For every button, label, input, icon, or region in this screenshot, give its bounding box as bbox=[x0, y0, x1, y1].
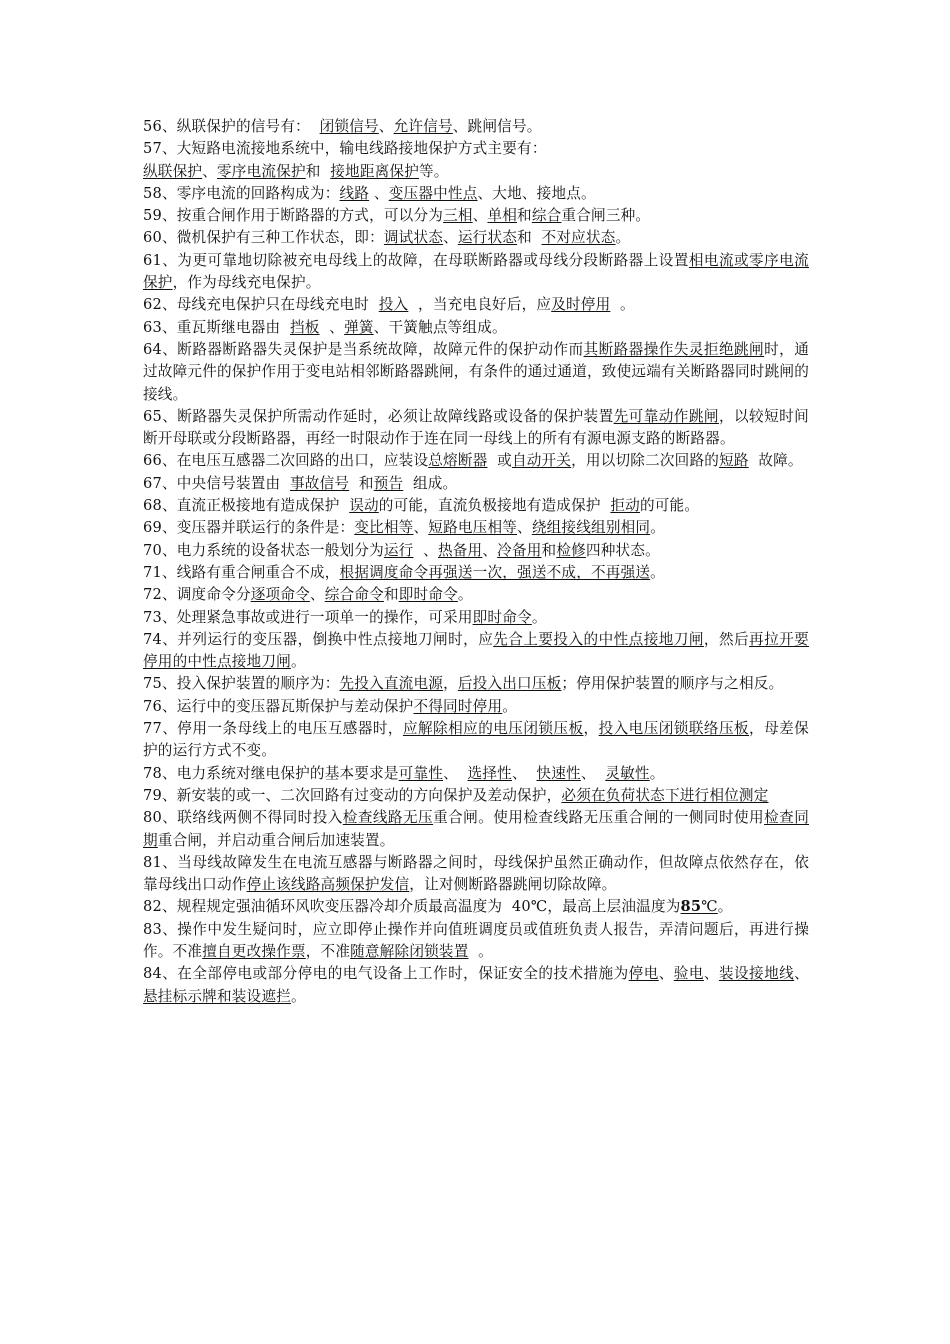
answer-text: 短路 bbox=[719, 452, 749, 470]
answer-text: 运行状态 bbox=[457, 229, 518, 247]
answer-text: 弹簧 bbox=[344, 318, 374, 336]
question-item bbox=[143, 250, 809, 295]
question-item bbox=[143, 607, 809, 629]
question-text: 的可能，直流负极接地有造成保护 bbox=[378, 497, 611, 515]
question-text: 重合闸，并启动重合闸后加速装置。 bbox=[157, 831, 395, 849]
question-item bbox=[143, 718, 809, 763]
answer-text: 误动 bbox=[349, 497, 379, 515]
question-item bbox=[143, 339, 809, 406]
question-text: 、 bbox=[369, 184, 389, 202]
answer-text: 短路电压相等 bbox=[428, 519, 518, 537]
question-item bbox=[143, 317, 809, 339]
answer-text: 根据调度命令再强送一次，强送不成，不再强送 bbox=[339, 563, 651, 581]
answer-text: 85 bbox=[680, 898, 702, 916]
question-item bbox=[143, 763, 809, 785]
answer-text: 可靠性 bbox=[398, 764, 444, 782]
question-text: ；停用保护装置的顺序与之相反。 bbox=[561, 675, 784, 693]
answer-text: 相电流或零序电流保护 bbox=[143, 251, 809, 292]
question-text: 。 bbox=[650, 563, 665, 581]
question-text: ，母差保护的运行方式不变。 bbox=[143, 720, 809, 760]
question-text: 、 bbox=[658, 965, 674, 983]
question-text: 和 bbox=[383, 586, 399, 604]
question-item bbox=[143, 138, 809, 183]
question-text: ，当充电良好后，应 bbox=[408, 296, 552, 314]
answer-text: 装设接地线 bbox=[718, 965, 795, 983]
question-text: ，让对侧断路器跳闸切除故障。 bbox=[409, 876, 617, 894]
answer-text: 线路 bbox=[339, 184, 370, 202]
question-text: 时，通过故障元件的保护作用于变电站相邻断路器跳闸，有条件的通过通道，致使远端有关断路器同时跳闸的接线。 bbox=[143, 340, 809, 403]
answer-text: 调试状态 bbox=[383, 229, 444, 247]
question-text: 65、断路器失灵保护所需动作延时，必须让故障线路或设备的保护装置 bbox=[143, 407, 614, 425]
answer-text: 再拉开要停用的中性点接地刀闸 bbox=[143, 630, 809, 671]
answer-text: ℃ bbox=[701, 898, 718, 916]
question-text: 、 bbox=[378, 118, 394, 135]
question-text: 59、按重合闸作用于断路器的方式，可以分为 bbox=[143, 207, 444, 225]
question-item bbox=[143, 807, 809, 852]
question-text: 62、母线充电保护只在母线充电时 bbox=[143, 296, 379, 314]
question-text: 和 bbox=[517, 207, 532, 225]
question-text: 。 bbox=[290, 653, 306, 671]
answer-text: 变比相等 bbox=[354, 519, 414, 537]
answer-text: 热备用 bbox=[437, 541, 483, 559]
question-item bbox=[143, 673, 809, 695]
question-text: 、 bbox=[202, 162, 217, 180]
question-text: 或 bbox=[487, 452, 512, 470]
answer-text: 冷备用 bbox=[497, 541, 542, 559]
document-body bbox=[143, 116, 809, 1008]
question-item bbox=[143, 562, 809, 584]
question-text: 72、调度命令分 bbox=[143, 586, 251, 604]
question-item bbox=[143, 205, 809, 227]
question-text: 组成。 bbox=[403, 474, 458, 492]
question-text: 四种状态。 bbox=[585, 541, 660, 559]
question-text: 。 bbox=[468, 942, 493, 960]
answer-text: 拒动 bbox=[610, 497, 640, 515]
question-text: 、 bbox=[443, 764, 468, 782]
question-text: 84、在全部停电或部分停电的电气设备上工作时，保证安全的技术措施为 bbox=[143, 965, 629, 983]
question-text: ， bbox=[443, 675, 458, 693]
question-item bbox=[143, 963, 809, 1008]
question-text: 70、电力系统的设备状态一般划分为 bbox=[143, 541, 384, 559]
answer-text: 擅自更改操作票 bbox=[202, 942, 306, 960]
question-text: 、 bbox=[511, 764, 537, 782]
question-text: 、 bbox=[580, 764, 606, 782]
question-item bbox=[143, 450, 809, 472]
question-text: 83、操作中发生疑问时，应立即停止操作并向值班调度员或值班负责人报告，弄清问题后，再进行操作。不准 bbox=[143, 920, 809, 960]
answer-text: 后投入出口压板 bbox=[457, 675, 562, 693]
question-text: 69、变压器并联运行的条件是： bbox=[143, 519, 355, 537]
question-text: 、 bbox=[443, 229, 458, 247]
answer-text: 悬挂标示牌和装设遮拦 bbox=[143, 987, 291, 1005]
question-text: 和 bbox=[517, 229, 542, 247]
answer-text: 其断路器操作失灵拒绝跳闸 bbox=[583, 340, 765, 358]
answer-text: 综合 bbox=[531, 207, 562, 225]
answer-text: 不对应状态 bbox=[541, 229, 616, 247]
question-item bbox=[143, 852, 809, 897]
question-item bbox=[143, 294, 809, 316]
question-text: ，作为母线充电保护。 bbox=[172, 274, 321, 292]
answer-text: 验电 bbox=[673, 965, 704, 983]
answer-text: 检修 bbox=[556, 541, 586, 559]
answer-text: 即时命令 bbox=[472, 608, 532, 626]
question-item bbox=[143, 785, 809, 807]
question-item bbox=[143, 116, 809, 138]
question-text: 故障。 bbox=[748, 452, 803, 470]
question-text: 和 bbox=[349, 474, 374, 492]
question-item bbox=[143, 629, 809, 674]
question-text: 。 bbox=[610, 296, 635, 314]
question-text: 82、规程规定强油循环风吹变压器冷却介质最高温度为 40℃，最高上层油温度为 bbox=[143, 898, 681, 916]
question-item bbox=[143, 517, 809, 539]
answer-text: 投入电压闭锁联络压板 bbox=[598, 720, 750, 738]
question-text: 60、微机保护有三种工作状态，即： bbox=[143, 229, 384, 247]
answer-text: 三相 bbox=[443, 207, 473, 225]
answer-text: 即时命令 bbox=[398, 586, 458, 604]
answer-text: 变压器中性点 bbox=[388, 184, 478, 202]
question-text: ，不准 bbox=[305, 942, 351, 960]
question-item bbox=[143, 495, 809, 517]
question-text: ，然后 bbox=[703, 630, 750, 648]
question-item bbox=[143, 473, 809, 495]
question-item bbox=[143, 183, 809, 205]
question-text: 57、大短路电流接地系统中，输电线路接地保护方式主要有： bbox=[143, 140, 547, 158]
question-text: 、 bbox=[703, 965, 719, 983]
answer-text: 先可靠动作跳闸 bbox=[613, 407, 719, 425]
question-text: 。 bbox=[650, 519, 665, 537]
question-text: 56、纵联保护的信号有： bbox=[143, 118, 320, 135]
question-text: 80、联络线两侧不得同时投入 bbox=[143, 809, 343, 827]
question-text: 。 bbox=[717, 898, 733, 916]
answer-text: 允许信号 bbox=[393, 118, 453, 135]
question-text: 75、投入保护装置的顺序为： bbox=[143, 675, 340, 693]
question-item bbox=[143, 584, 809, 606]
question-text: 重合闸。使用检查线路无压重合闸的一侧同时使用 bbox=[433, 809, 765, 827]
question-text: ，用以切除二次回路的 bbox=[571, 452, 720, 470]
question-text: 、 bbox=[309, 586, 325, 604]
question-text: 76、运行中的变压器瓦斯保护与差动保护 bbox=[143, 697, 414, 715]
question-item bbox=[143, 406, 809, 451]
answer-text: 运行 bbox=[383, 541, 414, 559]
question-text: ，以较短时间断开母联或分段断路器，再经一时限动作于连在同一母线上的所有有源电源支路的断路器。 bbox=[143, 407, 809, 448]
question-text: 、 bbox=[413, 541, 438, 559]
question-text: 。 bbox=[649, 764, 665, 782]
question-text: 、干簧触点等组成。 bbox=[373, 318, 507, 336]
question-text: 、 bbox=[413, 519, 429, 537]
question-text: 66、在电压互感器二次回路的出口，应装设 bbox=[143, 452, 429, 470]
question-text: ， bbox=[583, 720, 599, 738]
question-text: 67、中央信号装置由 bbox=[143, 474, 290, 492]
answer-text: 不得同时停用 bbox=[413, 697, 503, 715]
answer-text: 纵联保护 bbox=[143, 162, 203, 180]
answer-text: 选择性 bbox=[467, 764, 512, 782]
answer-text: 综合命令 bbox=[324, 586, 384, 604]
question-item bbox=[143, 227, 809, 249]
answer-text: 预告 bbox=[373, 474, 404, 492]
question-text: 。 bbox=[457, 586, 473, 604]
question-item bbox=[143, 896, 809, 918]
answer-text: 及时停用 bbox=[551, 296, 611, 314]
question-text: 、 bbox=[482, 541, 498, 559]
answer-text: 快速性 bbox=[536, 764, 581, 782]
answer-text: 接地距离保护 bbox=[330, 162, 419, 180]
question-text: 和 bbox=[541, 541, 557, 559]
answer-text: 停止该线路高频保护发信 bbox=[246, 876, 410, 894]
question-text: 、大地、接地点。 bbox=[477, 184, 596, 202]
question-item bbox=[143, 696, 809, 718]
question-text: 77、停用一条母线上的电压互感器时， bbox=[143, 720, 403, 738]
question-text: 71、线路有重合闸重合不成， bbox=[143, 563, 340, 581]
question-item bbox=[143, 919, 809, 964]
question-text: 58、零序电流的回路构成为： bbox=[143, 184, 340, 202]
answer-text: 检查同期 bbox=[143, 809, 809, 849]
question-text: 。 bbox=[615, 229, 631, 247]
question-text: 73、处理紧急事故或进行一项单一的操作，可采用 bbox=[143, 608, 473, 626]
question-text: 重合闸三种。 bbox=[561, 207, 651, 225]
question-text: 、 bbox=[319, 318, 345, 336]
question-text: 63、重瓦斯继电器由 bbox=[143, 318, 290, 336]
answer-text: 挡板 bbox=[290, 318, 320, 336]
answer-text: 单相 bbox=[487, 207, 518, 225]
answer-text: 自动开关 bbox=[511, 452, 572, 470]
question-text: 、 bbox=[794, 965, 809, 983]
question-text: 。 bbox=[502, 697, 518, 715]
answer-text: 检查线路无压 bbox=[342, 809, 434, 827]
answer-text: 投入 bbox=[378, 296, 409, 314]
question-text: 、 bbox=[517, 519, 532, 537]
answer-text: 停电 bbox=[628, 965, 659, 983]
answer-text: 绕组接线组别相同 bbox=[531, 519, 651, 537]
question-text: 、跳闸信号。 bbox=[452, 118, 542, 135]
question-text: 61、为更可靠地切除被充电母线上的故障，在母联断路器或母线分段断路器上设置 bbox=[143, 251, 689, 269]
question-text: 64、断路器断路器失灵保护是当系统故障，故障元件的保护动作而 bbox=[143, 340, 584, 358]
question-text: 的可能。 bbox=[639, 497, 700, 515]
question-text: 81、当母线故障发生在电流互感器与断路器之间时，母线保护虽然正确动作，但故障点依然存在，依靠母线出口动作 bbox=[143, 853, 809, 894]
question-text: 68、直流正极接地有造成保护 bbox=[143, 497, 350, 515]
question-text: 、 bbox=[472, 207, 488, 225]
answer-text: 逐项命令 bbox=[250, 586, 310, 604]
answer-text: 随意解除闭锁装置 bbox=[350, 942, 469, 960]
question-item bbox=[143, 540, 809, 562]
answer-text: 灵敏性 bbox=[605, 764, 650, 782]
answer-text: 先投入直流电源 bbox=[339, 675, 444, 693]
question-text: 等。 bbox=[419, 162, 449, 180]
question-text: 。 bbox=[531, 608, 547, 626]
answer-text: 零序电流保护 bbox=[216, 162, 306, 180]
question-text: 74、并列运行的变压器，倒换中性点接地刀闸时，应 bbox=[143, 630, 494, 648]
question-text: 和 bbox=[305, 162, 331, 180]
answer-text: 总熔断器 bbox=[428, 452, 488, 470]
answer-text: 必须在负荷状态下进行相位测定 bbox=[561, 786, 769, 804]
answer-text: 闭锁信号 bbox=[319, 118, 379, 135]
answer-text: 先合上要投入的中性点接地刀闸 bbox=[493, 630, 704, 648]
question-text: 79、新安装的或一、二次回路有过变动的方向保护及差动保护， bbox=[143, 786, 562, 804]
question-text: 。 bbox=[290, 987, 306, 1005]
question-text: 78、电力系统对继电保护的基本要求是 bbox=[143, 764, 399, 782]
answer-text: 应解除相应的电压闭锁压板 bbox=[402, 720, 584, 738]
answer-text: 事故信号 bbox=[290, 474, 350, 492]
